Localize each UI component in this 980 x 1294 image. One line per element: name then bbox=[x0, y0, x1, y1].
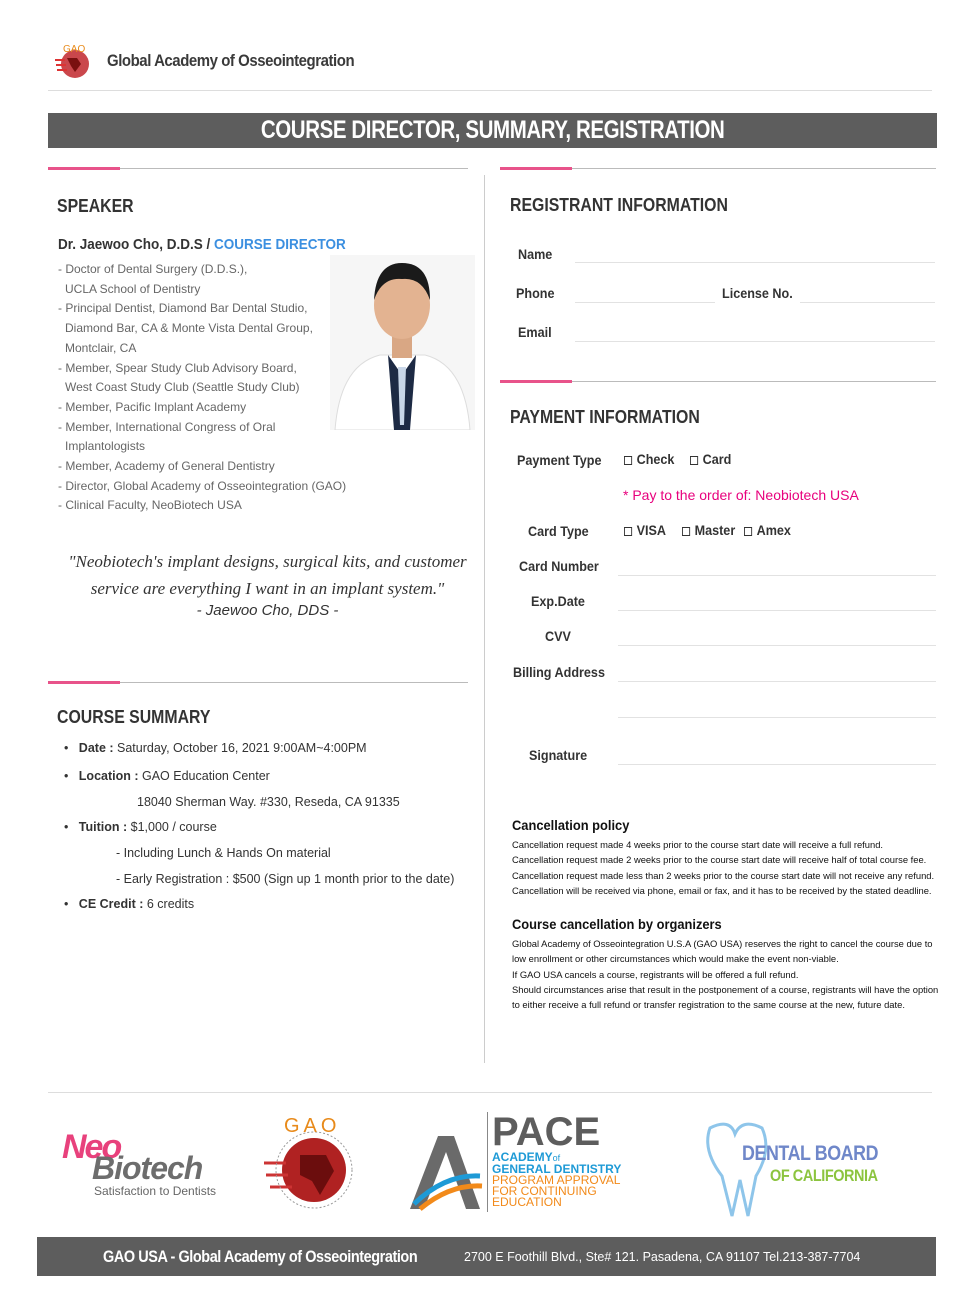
exp-date-label: Exp.Date bbox=[531, 593, 585, 609]
footer-bar bbox=[37, 1237, 936, 1276]
column-divider bbox=[484, 175, 485, 1063]
name-field[interactable] bbox=[575, 262, 935, 263]
speaker-name-text: Dr. Jaewoo Cho, D.D.S / bbox=[58, 236, 215, 253]
bio-line: - Member, Spear Study Club Advisory Board, bbox=[58, 360, 297, 375]
policy-line: Should circumstances arise that result in the postponement of a course, registrants will have the option bbox=[512, 983, 939, 995]
payment-title: PAYMENT INFORMATION bbox=[510, 407, 700, 427]
billing-address-field-2[interactable] bbox=[618, 717, 936, 718]
speaker-name bbox=[58, 236, 346, 253]
bio-line: Implantologists bbox=[65, 439, 146, 454]
policy-line: Cancellation request made 2 weeks prior to the course start date will receive half of total course fee. bbox=[512, 854, 927, 866]
banner-title: COURSE DIRECTOR, SUMMARY, REGISTRATION bbox=[260, 116, 725, 144]
cancellation-policy bbox=[512, 837, 934, 898]
bio-line: - Clinical Faculty, NeoBiotech USA bbox=[58, 498, 242, 513]
accent-bar bbox=[48, 681, 120, 684]
bio-line: Montclair, CA bbox=[65, 340, 137, 355]
bio-line: - Principal Dentist, Diamond Bar Dental Studio, bbox=[58, 301, 308, 316]
bio-line: - Member, Pacific Implant Academy bbox=[58, 399, 247, 414]
summary-ce: • CE Credit : 6 credits bbox=[64, 897, 195, 911]
summary-tuition: • Tuition : $1,000 / course bbox=[64, 820, 217, 834]
policy-line: Cancellation request made less than 2 weeks prior to the course start date will not receive any refund. bbox=[512, 869, 935, 881]
dental-board-logo: DENTAL BOARD OF CALIFORNIA bbox=[700, 1120, 890, 1220]
bio-line: - Doctor of Dental Surgery (D.D.S.), bbox=[58, 262, 248, 276]
pay-to-note: * Pay to the order of: Neobiotech USA bbox=[623, 487, 859, 503]
summary-location: • Location : GAO Education Center bbox=[64, 769, 270, 783]
payment-type-label: Payment Type bbox=[517, 452, 602, 468]
quote-author: - Jaewoo Cho, DDS - bbox=[196, 602, 339, 619]
footer-org: GAO USA - Global Academy of Osseointegration bbox=[103, 1247, 418, 1266]
pace-logo: PACE ACADEMYof GENERAL DENTISTRY PROGRAM APPROVAL FOR CONTINUING EDUCATION bbox=[410, 1112, 630, 1212]
footer-address: 2700 E Foothill Blvd., Ste# 121. Pasadena, CA 91107 Tel.213-387-7704 bbox=[464, 1250, 861, 1264]
organizer-cancellation bbox=[512, 936, 938, 1012]
banner bbox=[48, 113, 937, 148]
cancellation-title: Cancellation policy bbox=[512, 817, 630, 833]
speaker-bio bbox=[58, 260, 346, 516]
summary-address: 18040 Sherman Way. #330, Reseda, CA 91335 bbox=[137, 795, 400, 809]
exp-date-field[interactable] bbox=[618, 610, 936, 611]
card-checkbox[interactable]: Card bbox=[690, 451, 731, 467]
footer-divider bbox=[48, 1092, 932, 1093]
bio-line: West Coast Study Club (Seattle Study Club) bbox=[65, 380, 300, 395]
bio-line: - Member, International Congress of Oral bbox=[58, 419, 276, 434]
amex-checkbox[interactable]: Amex bbox=[744, 522, 791, 538]
accent-bar bbox=[500, 380, 572, 383]
svg-text:GAO: GAO bbox=[63, 44, 86, 55]
email-field[interactable] bbox=[575, 341, 935, 342]
billing-address-field[interactable] bbox=[618, 681, 936, 682]
bio-line: - Director, Global Academy of Osseointegration (GAO) bbox=[58, 478, 347, 493]
registrant-title: REGISTRANT INFORMATION bbox=[510, 195, 728, 215]
speaker-title: SPEAKER bbox=[57, 196, 134, 216]
accent-bar bbox=[500, 167, 572, 170]
organizer-cancellation-title: Course cancellation by organizers bbox=[512, 916, 722, 932]
gao-logo-icon bbox=[53, 42, 93, 80]
card-number-field[interactable] bbox=[618, 575, 936, 576]
cvv-field[interactable] bbox=[618, 645, 936, 646]
header-divider bbox=[48, 90, 932, 91]
policy-line: Cancellation request made 4 weeks prior to the course start date will receive a full refund. bbox=[512, 839, 884, 850]
org-name: Global Academy of Osseointegration bbox=[107, 51, 355, 70]
signature-label: Signature bbox=[529, 747, 588, 763]
signature-field[interactable] bbox=[618, 764, 936, 765]
accent-bar bbox=[48, 167, 120, 170]
quote-line: service are everything I want in an implant system." bbox=[90, 579, 445, 598]
tuition-note: - Early Registration : $500 (Sign up 1 month prior to the date) bbox=[116, 872, 455, 886]
speaker-role: COURSE DIRECTOR bbox=[214, 236, 346, 253]
summary-date: • Date : Saturday, October 16, 2021 9:00AM~4:00PM bbox=[64, 741, 367, 755]
summary-title: COURSE SUMMARY bbox=[57, 707, 211, 727]
policy-line: Cancellation will be received via phone, email or fax, and it has to be received by the stated deadline. bbox=[512, 884, 932, 896]
cvv-label: CVV bbox=[545, 628, 571, 644]
license-label: License No. bbox=[722, 285, 793, 301]
neobiotech-logo: Neo Biotech Satisfaction to Dentists bbox=[62, 1128, 217, 1198]
card-number-label: Card Number bbox=[519, 558, 599, 574]
bio-line: Diamond Bar, CA & Monte Vista Dental Group, bbox=[65, 321, 313, 336]
billing-address-label: Billing Address bbox=[513, 664, 605, 680]
gao-seal-logo: GAO bbox=[262, 1115, 362, 1210]
phone-field[interactable] bbox=[575, 302, 715, 303]
speaker-quote bbox=[60, 548, 475, 602]
policy-line: low enrollment or other circumstances which would make the event non-viable. bbox=[512, 953, 839, 965]
tuition-note: - Including Lunch & Hands On material bbox=[116, 846, 331, 860]
name-label: Name bbox=[518, 246, 553, 262]
visa-checkbox[interactable]: VISA bbox=[624, 522, 666, 538]
check-checkbox[interactable]: Check bbox=[624, 451, 674, 467]
master-checkbox[interactable]: Master bbox=[682, 522, 735, 538]
policy-line: If GAO USA cancels a course, registrants will be offered a full refund. bbox=[512, 968, 799, 980]
phone-label: Phone bbox=[516, 285, 555, 301]
license-field[interactable] bbox=[800, 302, 935, 303]
policy-line: to either receive a full refund or transfer registration to the same course at the new, future date. bbox=[512, 999, 905, 1011]
bio-line: - Member, Academy of General Dentistry bbox=[58, 459, 275, 474]
bio-line: UCLA School of Dentistry bbox=[65, 281, 201, 296]
speaker-photo bbox=[330, 255, 475, 430]
card-type-label: Card Type bbox=[528, 523, 589, 539]
quote-line: "Neobiotech's implant designs, surgical kits, and customer bbox=[68, 552, 467, 571]
email-label: Email bbox=[518, 324, 552, 340]
policy-line: Global Academy of Osseointegration U.S.A (GAO USA) reserves the right to cancel the course due to bbox=[512, 938, 933, 949]
